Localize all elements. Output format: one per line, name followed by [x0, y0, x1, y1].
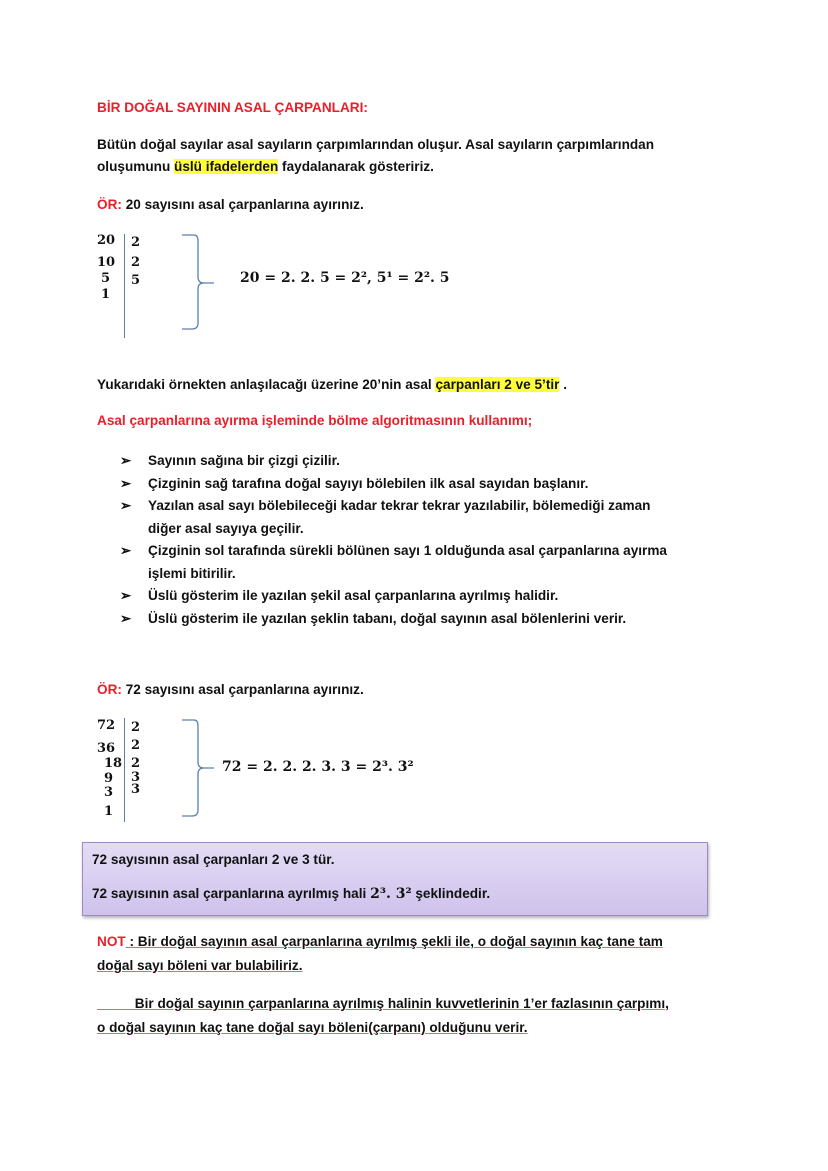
note-label: NOT	[97, 934, 126, 949]
rule-text: Bir doğal sayının çarpanlarına ayrılmış halinin kuvvetlerinin 1’er fazlasının çarpımı,	[134, 996, 669, 1011]
divisor: 2	[131, 720, 141, 735]
list-item	[120, 540, 667, 563]
divisor: 2	[131, 255, 141, 270]
note-text: : Bir doğal sayının asal çarpanlarına ayrılmış şekli ile, o doğal sayının kaç tane tam	[125, 934, 663, 949]
arrow-bullet-icon: ➢	[120, 610, 132, 626]
factorization-result: 72 = 2. 2. 2. 3. 3 = 2³. 3²	[222, 759, 414, 775]
dividend: 1	[101, 287, 111, 302]
brace-icon	[180, 233, 220, 333]
list-item	[120, 585, 667, 608]
example-2-prompt	[97, 682, 364, 697]
list-item-continuation	[120, 518, 667, 541]
math-expression: 2³. 3²	[370, 886, 412, 902]
list-item-text: Yazılan asal sayı bölebileceği kadar tekrar tekrar yazılabilir, bölemediği zaman	[148, 498, 651, 513]
list-item-continuation	[120, 563, 667, 586]
dividend: 18	[104, 756, 123, 771]
summary-line-1: 72 sayısının asal çarpanları 2 ve 3 tür.	[92, 852, 335, 867]
dividend: 10	[97, 255, 116, 270]
intro-line-1: Bütün doğal sayılar asal sayıların çarpımlarından oluşur. Asal sayıların çarpımlarından	[97, 137, 655, 152]
method-heading: Asal çarpanlarına ayırma işleminde bölme algoritmasının kullanımı;	[97, 413, 533, 428]
dividend: 36	[97, 741, 116, 756]
division-line	[124, 234, 125, 338]
text: şeklindedir.	[411, 886, 491, 901]
example-1-prompt	[97, 197, 364, 212]
divisor: 3	[131, 770, 141, 785]
text: .	[559, 377, 567, 392]
dividend: 1	[104, 804, 114, 819]
dividend: 72	[97, 718, 116, 733]
factorization-result: 20 = 2. 2. 5 = 2², 5¹ = 2². 5	[240, 270, 450, 286]
list-item-text: Üslü gösterim ile yazılan şekil asal çarpanlarına ayrılmış halidir.	[148, 588, 559, 603]
highlighted-text: üslü ifadelerden	[174, 159, 279, 174]
summary-box	[82, 842, 708, 916]
arrow-bullet-icon: ➢	[120, 475, 132, 491]
text: Yukarıdaki örnekten anlaşılacağı üzerine 20’nin asal	[97, 377, 436, 392]
list-item-text: Çizginin sol tarafında sürekli bölünen sayı 1 olduğunda asal çarpanlarına ayırma	[148, 543, 667, 558]
list-item-text: Çizginin sağ tarafına doğal sayıyı bölebilen ilk asal sayıdan başlanır.	[148, 475, 589, 491]
divisor: 2	[131, 738, 141, 753]
arrow-bullet-icon: ➢	[120, 453, 132, 468]
example-text: 20 sayısını asal çarpanlarına ayırınız.	[121, 197, 364, 212]
dividend: 3	[104, 785, 114, 800]
example-text: 72 sayısını asal çarpanlarına ayırınız.	[121, 682, 364, 697]
conclusion	[97, 377, 567, 392]
list-item	[120, 450, 667, 473]
example-label: ÖR:	[97, 197, 122, 212]
intro-line-2	[97, 159, 434, 174]
divisor: 3	[131, 782, 141, 797]
arrow-bullet-icon: ➢	[120, 543, 132, 558]
list-item	[120, 473, 667, 496]
divisor: 5	[131, 273, 141, 288]
arrow-bullet-icon: ➢	[120, 588, 132, 603]
text: oluşumunu	[97, 159, 175, 174]
division-line	[124, 718, 125, 822]
divisor: 2	[131, 235, 141, 250]
note-line-1	[97, 934, 663, 949]
rule-line-1	[97, 996, 669, 1011]
divisor: 2	[131, 756, 141, 771]
list-item-text: Üslü gösterim ile yazılan şeklin tabanı, doğal sayının asal bölenlerini verir.	[148, 610, 627, 626]
text: faydalanarak gösteririz.	[278, 159, 434, 174]
example-label: ÖR:	[97, 682, 122, 697]
arrow-bullet-icon: ➢	[120, 498, 132, 513]
brace-icon	[180, 718, 220, 820]
summary-line-2	[92, 886, 490, 902]
list-item-text: Sayının sağına bir çizgi çizilir.	[148, 453, 340, 468]
list-item-text: işlemi bitirilir.	[148, 565, 236, 581]
highlighted-text: çarpanları 2 ve 5’tir	[435, 377, 560, 392]
indent	[97, 996, 135, 1011]
method-steps-list	[120, 450, 667, 630]
list-item-text: diğer asal sayıya geçilir.	[148, 520, 304, 536]
list-item	[120, 608, 667, 631]
rule-line-2: o doğal sayının kaç tane doğal sayı böleni(çarpanı) olduğunu verir.	[97, 1020, 528, 1035]
note-line-2: doğal sayı böleni var bulabiliriz.	[97, 958, 303, 973]
page-title: BİR DOĞAL SAYININ ASAL ÇARPANLARI:	[97, 100, 368, 115]
list-item	[120, 495, 667, 518]
dividend: 9	[104, 771, 114, 786]
dividend: 20	[97, 233, 116, 248]
text: 72 sayısının asal çarpanlarına ayrılmış hali	[92, 886, 371, 901]
dividend: 5	[101, 271, 111, 286]
